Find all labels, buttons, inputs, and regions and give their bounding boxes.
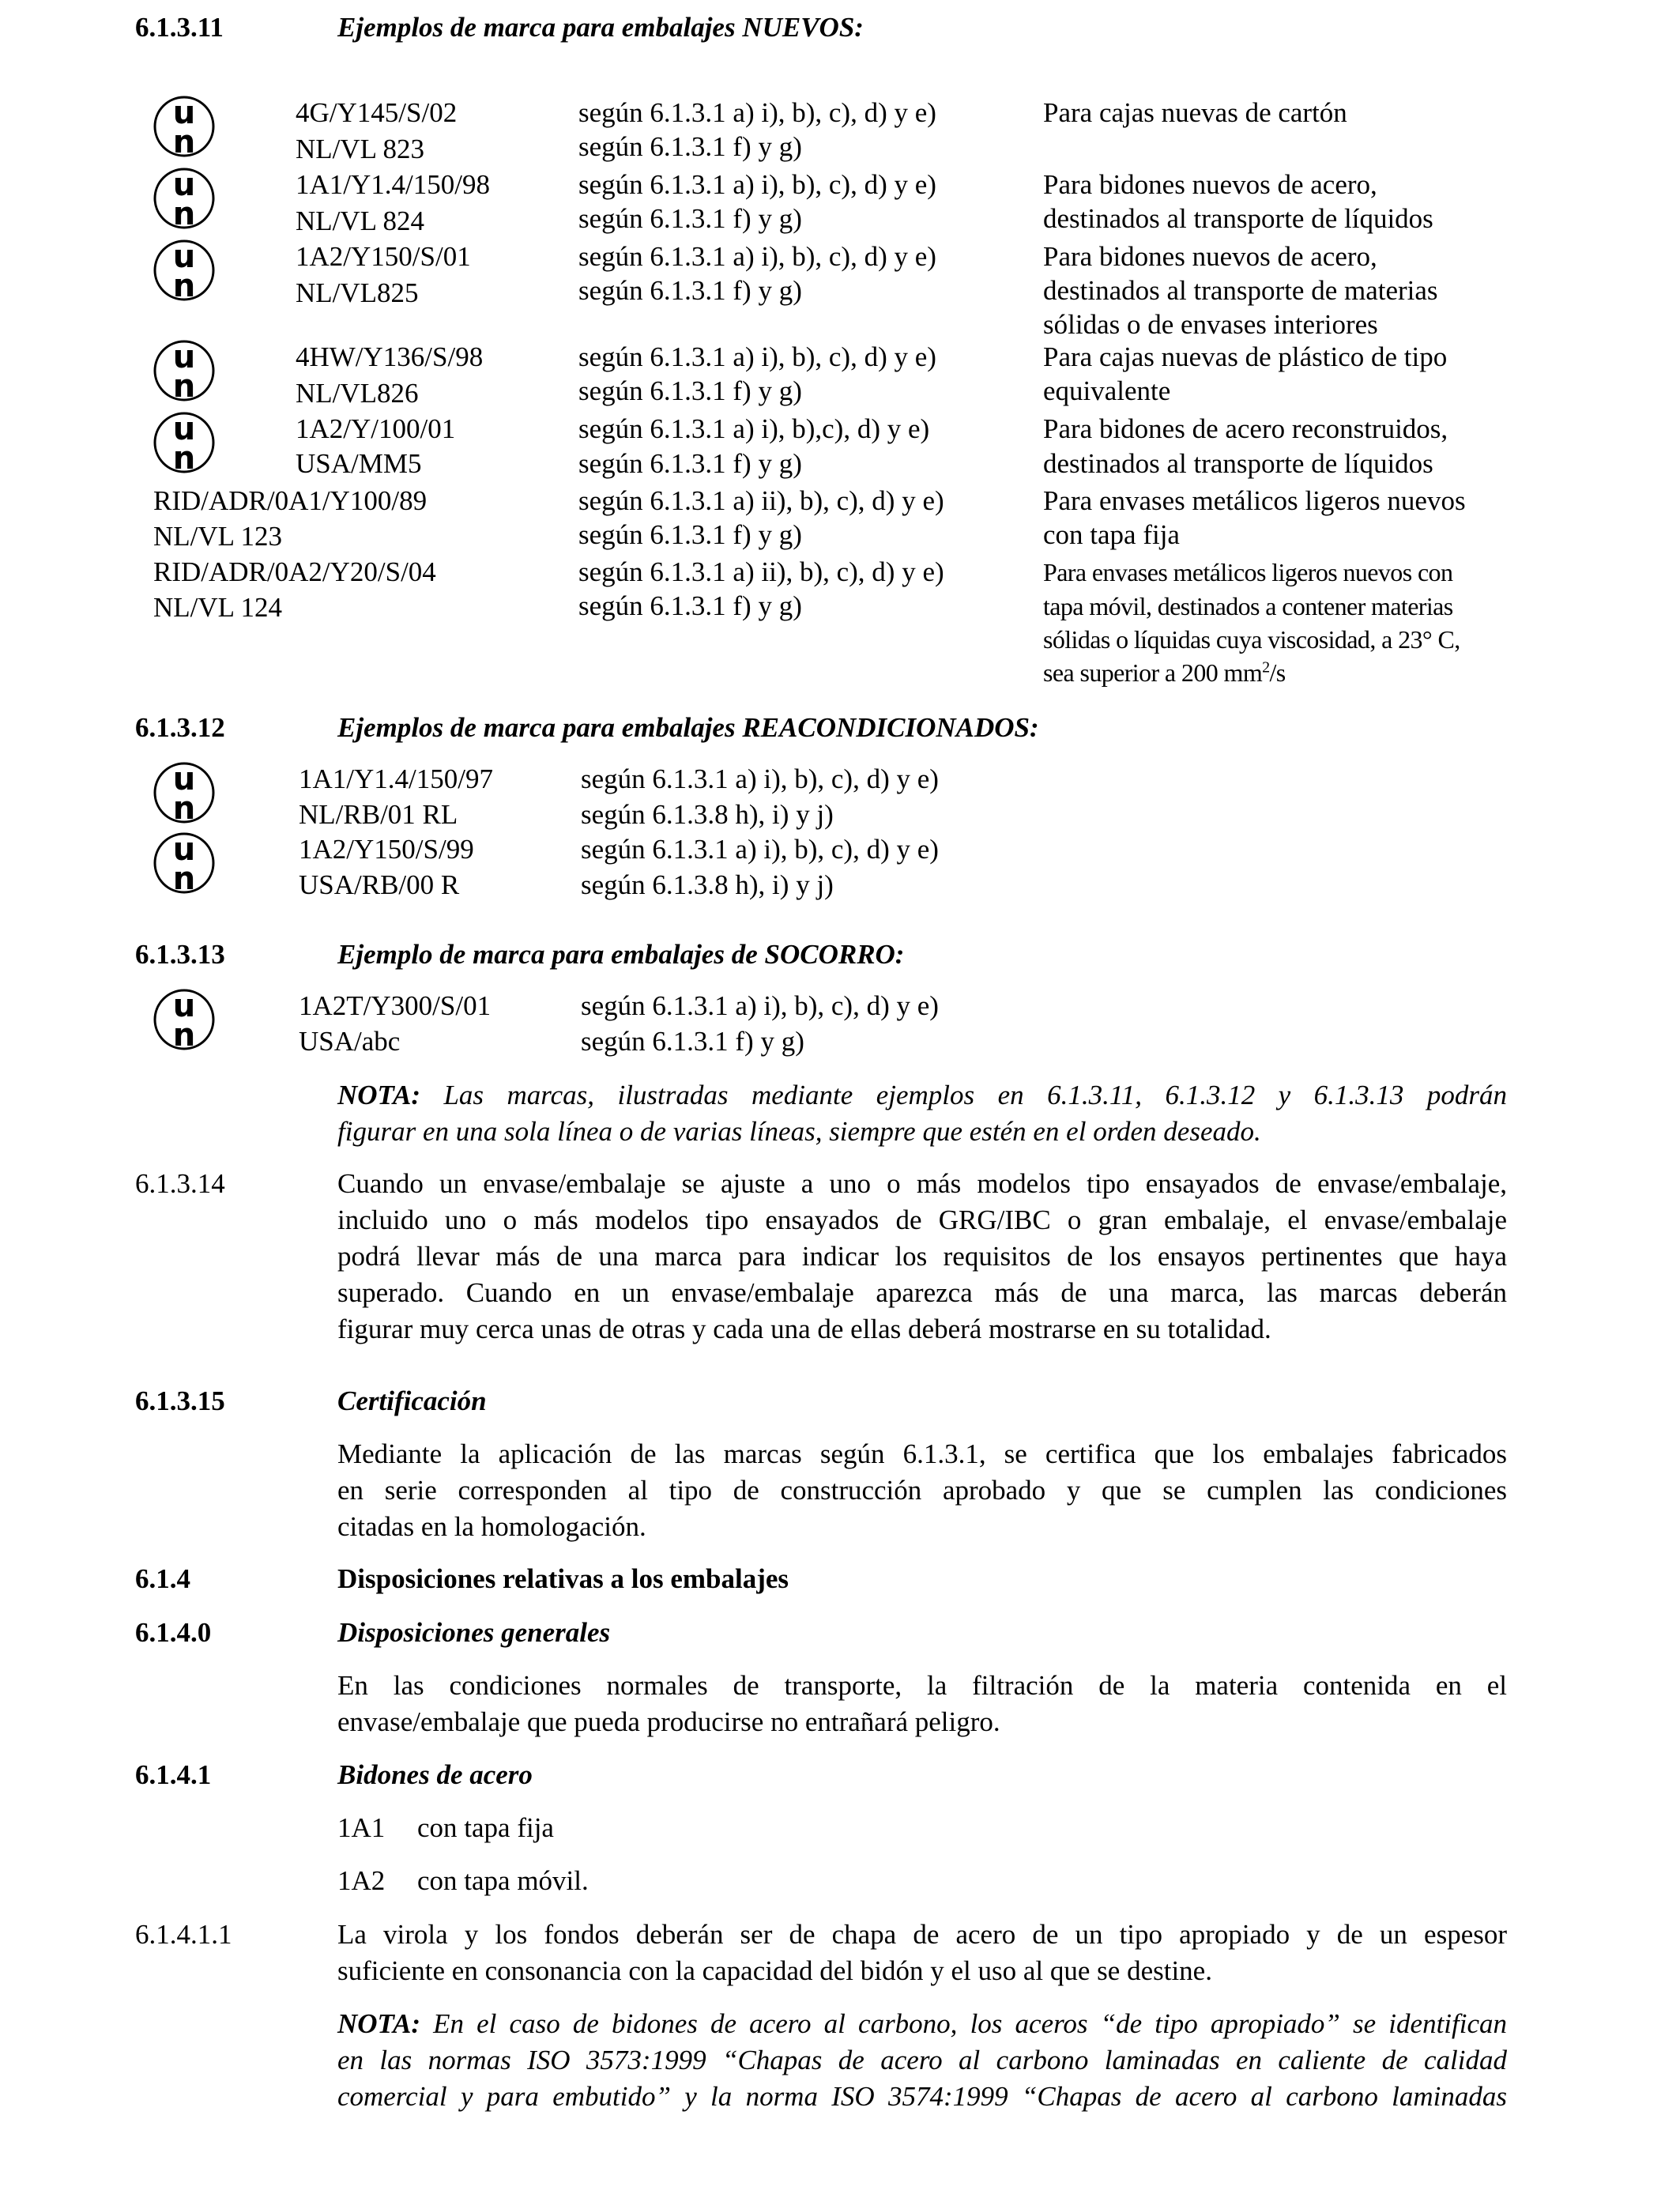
mark-description-viscosity: sea superior a 200 $mm^2/s$ bbox=[1043, 658, 1286, 687]
drum-type: con tapa fija bbox=[417, 1812, 554, 1843]
note-paragraph: NOTA: En el caso de bidones de acero al carbono, los aceros “de tipo apropiado” se identifican en las normas ISO 3573:1999 “Chapas de acero al carbono laminadas en caliente de calidad comercial y para embutido” y la norma ISO 3574:1999 “Chapas de acero al carbono laminadas bbox=[337, 2008, 1507, 2112]
mark-code: 4G/Y145/S/02 bbox=[296, 97, 458, 128]
mark-reference: según 6.1.3.1 a) i), b), c), d) y e) bbox=[581, 763, 939, 794]
mark-code: 1A2/Y150/S/99 bbox=[299, 834, 474, 865]
un-packaging-mark-icon bbox=[153, 988, 216, 1051]
mark-reference: según 6.1.3.1 a) i), b), c), d) y e) bbox=[581, 834, 939, 865]
note-label: NOTA: bbox=[337, 1080, 420, 1110]
body-paragraph: En las condiciones normales de transporte, la filtración de la materia contenida en el envase/embalaje que pueda producirse no entrañará peligro. bbox=[337, 1670, 1507, 1737]
un-symbol-bottom-letter: n bbox=[172, 790, 196, 824]
mark-description: destinados al transporte de materias bbox=[1043, 275, 1438, 306]
section-title: Ejemplos de marca para embalajes REACONDICIONADOS: bbox=[337, 712, 1039, 743]
mark-reference: según 6.1.3.1 f) y g) bbox=[578, 275, 802, 306]
mark-code: 1A2/Y/100/01 bbox=[296, 413, 456, 444]
mark-code: NL/VL825 bbox=[296, 277, 419, 308]
un-packaging-mark-icon bbox=[153, 831, 216, 895]
un-symbol-top-letter: u bbox=[172, 239, 196, 275]
un-symbol-bottom-letter: n bbox=[172, 196, 196, 230]
mark-reference: según 6.1.3.8 h), i) y j) bbox=[581, 799, 834, 830]
un-packaging-mark-icon bbox=[153, 167, 216, 230]
mark-code: NL/VL 124 bbox=[153, 592, 282, 623]
drum-code: 1A1 bbox=[337, 1812, 386, 1843]
un-symbol-top-letter: u bbox=[172, 339, 196, 375]
mark-reference: según 6.1.3.1 a) i), b),c), d) y e) bbox=[578, 413, 930, 444]
mark-description: destinados al transporte de líquidos bbox=[1043, 448, 1433, 479]
body-paragraph: La virola y los fondos deberán ser de chapa de acero de un tipo apropiado y de un espesor suficiente en consonancia con la capacidad del bidón y el uso al que se destine. bbox=[337, 1919, 1507, 1986]
mark-code: USA/abc bbox=[299, 1026, 401, 1057]
drum-type: con tapa móvil. bbox=[417, 1865, 589, 1896]
mark-description: Para bidones de acero reconstruidos, bbox=[1043, 413, 1448, 444]
un-symbol-bottom-letter: n bbox=[172, 124, 196, 158]
mark-reference: según 6.1.3.1 f) y g) bbox=[578, 519, 802, 550]
section-number: 6.1.4.1 bbox=[135, 1759, 212, 1790]
mark-description: Para envases metálicos ligeros nuevos bbox=[1043, 485, 1466, 516]
mark-description: Para bidones nuevos de acero, bbox=[1043, 241, 1377, 272]
section-number: 6.1.3.11 bbox=[135, 12, 224, 43]
mark-reference: según 6.1.3.1 a) i), b), c), d) y e) bbox=[578, 97, 936, 128]
mark-reference: según 6.1.3.1 f) y g) bbox=[581, 1026, 804, 1057]
un-symbol-bottom-letter: n bbox=[172, 861, 196, 895]
section-title: Ejemplos de marca para embalajes NUEVOS: bbox=[337, 12, 864, 43]
mark-code: RID/ADR/0A2/Y20/S/04 bbox=[153, 556, 436, 587]
mark-description: Para envases metálicos ligeros nuevos con bbox=[1043, 558, 1453, 586]
body-paragraph: Mediante la aplicación de las marcas según 6.1.3.1, se certifica que los embalajes fabricados en serie corresponden al tipo de construcción aprobado y que se cumplen las condiciones citadas en la homologación. bbox=[337, 1438, 1507, 1542]
section-number: 6.1.4 bbox=[135, 1563, 190, 1594]
mark-code: NL/VL 123 bbox=[153, 521, 282, 552]
mark-code: NL/VL 824 bbox=[296, 205, 424, 236]
mark-reference: según 6.1.3.1 a) i), b), c), d) y e) bbox=[581, 990, 939, 1021]
mark-description: equivalente bbox=[1043, 375, 1171, 406]
un-symbol-bottom-letter: n bbox=[172, 268, 196, 302]
section-number: 6.1.3.13 bbox=[135, 939, 225, 970]
un-symbol-top-letter: u bbox=[172, 988, 196, 1024]
mark-description: destinados al transporte de líquidos bbox=[1043, 203, 1433, 234]
mark-code: RID/ADR/0A1/Y100/89 bbox=[153, 485, 428, 516]
un-symbol-bottom-letter: n bbox=[172, 1017, 196, 1051]
mark-code: 1A1/Y1.4/150/97 bbox=[299, 763, 493, 794]
mark-code: USA/RB/00 R bbox=[299, 869, 460, 900]
drum-code: 1A2 bbox=[337, 1865, 386, 1896]
un-symbol-top-letter: u bbox=[172, 95, 196, 131]
section-title: Bidones de acero bbox=[337, 1759, 533, 1790]
mark-code: 1A2/Y150/S/01 bbox=[296, 241, 471, 272]
mark-code: 4HW/Y136/S/98 bbox=[296, 341, 484, 372]
section-number: 6.1.3.15 bbox=[135, 1385, 225, 1416]
un-packaging-mark-icon bbox=[153, 761, 216, 824]
section-number: 6.1.4.1.1 bbox=[135, 1919, 232, 1950]
mark-reference: según 6.1.3.1 a) i), b), c), d) y e) bbox=[578, 241, 936, 272]
mark-code: NL/VL826 bbox=[296, 378, 419, 409]
un-packaging-mark-icon bbox=[153, 411, 216, 474]
mark-code: NL/VL 823 bbox=[296, 134, 424, 164]
mark-description: sólidas o líquidas cuya viscosidad, a 23° C, bbox=[1043, 625, 1460, 654]
body-paragraph: Cuando un envase/embalaje se ajuste a uno o más modelos tipo ensayados de envase/embalaje, incluido uno o más modelos tipo ensayados de GRG/IBC o gran embalaje, el envase/embalaje podrá llevar más de una marca para indicar los requisitos de los ensayos pertinentes que haya superado. Cuando en un envase/embalaje aparezca más de una marca, las marcas deberán figurar muy cerca unas de otras y cada una de ellas deberá mostrarse en su totalidad. bbox=[337, 1168, 1507, 1344]
mark-description: Para cajas nuevas de cartón bbox=[1043, 97, 1347, 128]
mark-code: NL/RB/01 RL bbox=[299, 799, 458, 830]
note-label: NOTA: bbox=[337, 2008, 420, 2039]
mark-code: USA/MM5 bbox=[296, 448, 422, 479]
mark-reference: según 6.1.3.1 a) ii), b), c), d) y e) bbox=[578, 485, 944, 516]
mark-reference: según 6.1.3.1 f) y g) bbox=[578, 448, 802, 479]
mark-reference: según 6.1.3.1 a) i), b), c), d) y e) bbox=[578, 341, 936, 372]
note-paragraph: NOTA: Las marcas, ilustradas mediante ejemplos en 6.1.3.11, 6.1.3.12 y 6.1.3.13 podrán figurar en una sola línea o de varias líneas, siempre que estén en el orden deseado. bbox=[337, 1080, 1507, 1147]
mark-reference: según 6.1.3.1 a) ii), b), c), d) y e) bbox=[578, 556, 944, 587]
mark-reference: según 6.1.3.1 f) y g) bbox=[578, 590, 802, 621]
un-symbol-top-letter: u bbox=[172, 411, 196, 447]
un-packaging-mark-icon bbox=[153, 95, 216, 158]
section-number: 6.1.3.14 bbox=[135, 1168, 225, 1199]
section-number: 6.1.4.0 bbox=[135, 1617, 212, 1648]
mark-reference: según 6.1.3.1 f) y g) bbox=[578, 203, 802, 234]
un-symbol-top-letter: u bbox=[172, 761, 196, 797]
section-title: Certificación bbox=[337, 1385, 487, 1416]
un-symbol-bottom-letter: n bbox=[172, 440, 196, 474]
un-symbol-bottom-letter: n bbox=[172, 368, 196, 402]
mark-code: 1A1/Y1.4/150/98 bbox=[296, 169, 490, 200]
mark-reference: según 6.1.3.8 h), i) y j) bbox=[581, 869, 834, 900]
mark-description: Para cajas nuevas de plástico de tipo bbox=[1043, 341, 1448, 372]
section-title: Disposiciones generales bbox=[337, 1617, 611, 1648]
mark-description: con tapa fija bbox=[1043, 519, 1180, 550]
un-symbol-top-letter: u bbox=[172, 167, 196, 203]
un-packaging-mark-icon bbox=[153, 339, 216, 402]
section-title: Ejemplo de marca para embalajes de SOCORRO: bbox=[337, 939, 905, 970]
un-packaging-mark-icon bbox=[153, 239, 216, 302]
mark-reference: según 6.1.3.1 f) y g) bbox=[578, 375, 802, 406]
section-title: Disposiciones relativas a los embalajes bbox=[337, 1563, 789, 1594]
mark-description: tapa móvil, destinados a contener materias bbox=[1043, 592, 1453, 620]
mark-code: 1A2T/Y300/S/01 bbox=[299, 990, 492, 1021]
un-symbol-top-letter: u bbox=[172, 831, 196, 868]
mark-reference: según 6.1.3.1 f) y g) bbox=[578, 131, 802, 162]
section-number: 6.1.3.12 bbox=[135, 712, 225, 743]
mark-reference: según 6.1.3.1 a) i), b), c), d) y e) bbox=[578, 169, 936, 200]
mark-description: sólidas o de envases interiores bbox=[1043, 309, 1378, 340]
mark-description: Para bidones nuevos de acero, bbox=[1043, 169, 1377, 200]
